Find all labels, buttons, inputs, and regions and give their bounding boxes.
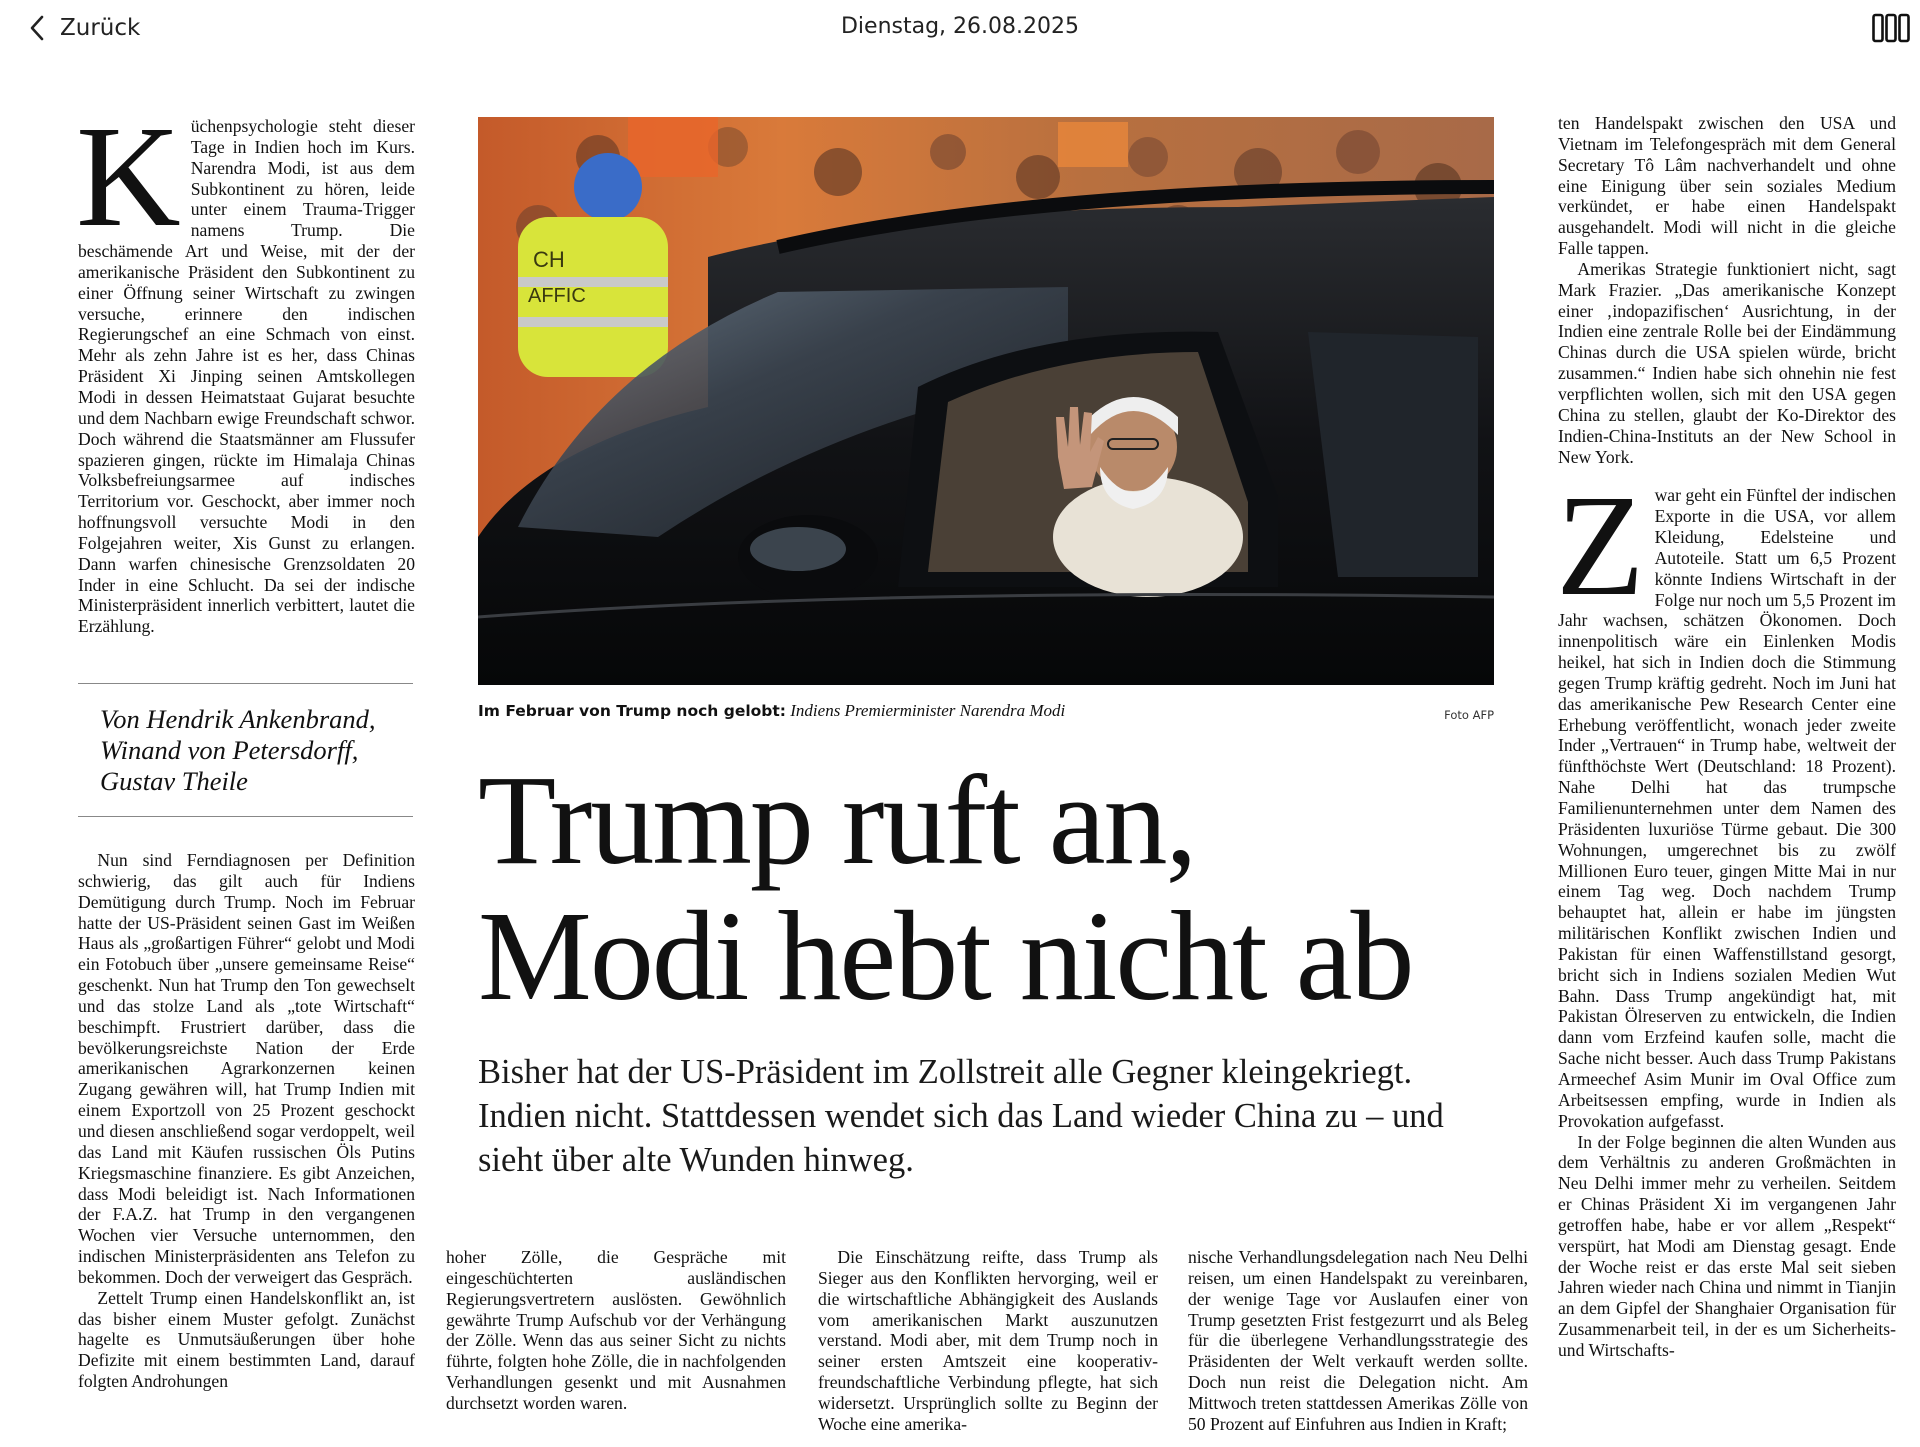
issue-date: Dienstag, 26.08.2025: [840, 14, 1079, 39]
article-column-2: [446, 1247, 786, 1414]
caption-main: [478, 700, 1065, 726]
byline-rule-bottom: [78, 816, 413, 817]
article-column-5: [1558, 113, 1896, 1361]
article-column-1-body: [78, 850, 415, 1392]
article-photo[interactable]: [478, 117, 1494, 685]
body-paragraph: ten Handelspakt zwischen den USA und Vietnam im Telefongespräch mit dem General Secretary Tô Lâm nachverhandelt und ohne eine Einigung über sein soziales Medium verkündet, er habe einen Handelspakt ausgehandelt. Modi will nicht in die gleiche Falle tappen.: [1558, 113, 1896, 259]
photo-caption: [478, 700, 1494, 726]
body-paragraph: nische Verhandlungsdelegation nach Neu Delhi reisen, um einen Handelspakt zu vereinbaren, der wenige Tage vor Auslaufen einer von Trump gesetzten Frist festgezurrt und als Beleg für die überlegene Verhandlungsstrategie des Präsidenten der Welt verkauft werden sollte. Doch nun reist die Delegation nicht. Am Mittwoch treten stattdessen Amerikas Zölle von 50 Prozent auf Einfuhren aus Indien in Kraft;: [1188, 1247, 1528, 1434]
article-column-4: [1188, 1247, 1528, 1435]
photo-credit: Foto AFP: [1444, 708, 1494, 722]
vest-text-1: CH: [533, 247, 565, 272]
top-bar: [0, 0, 1920, 56]
dropcap: K: [76, 97, 181, 257]
page-overview-icon[interactable]: [1872, 13, 1910, 43]
teaser: Bisher hat der US-Präsident im Zollstreit alle Gegner kleingekriegt. Indien nicht. Stattdessen wendet sich das Land wieder China zu – und sieht über alte Wunden hinweg.: [478, 1053, 1444, 1179]
headline: [478, 749, 1478, 1027]
body-paragraph: Amerikas Strategie funktioniert nicht, sagt Mark Frazier. „Das amerikanische Konzept einer ‚indopazifischen‘ Ausrichtung, in der Indien eine zentrale Rolle bei der Eindämmung Chinas durch die USA spielen würde, bricht zusammen.“ Indien habe sich ohnehin nie fest verpflichten wollen, sich mit den USA gegen China zu stellen, glaubt der Ko-Direktor des Indien-China-Instituts an der New School in New York.: [1558, 258, 1896, 467]
article-column-1-intro: [76, 97, 415, 637]
body-paragraph: hoher Zölle, die Gespräche mit eingeschüchterten ausländischen Regierungsvertretern auslösten. Gewöhnlich gewährte Trump Aufschub vor der Verhängung der Zölle. Wenn das aus seiner Sicht zu nichts führte, folgten hohe Zölle, die in nachfolgenden Verhandlungen gesenkt und mit Ausnahmen durchsetzt worden waren.: [446, 1247, 786, 1413]
headline-line-1: Trump ruft an,: [478, 749, 1196, 891]
section-text: war geht ein Fünftel der indischen Exporte in die USA, vor allem Kleidung, Edelsteine und Autoteile. Statt um 6,5 Prozent könnte Indiens Wirtschaft in der Folge nur noch um 5,5 Prozent im Jahr wachsen, schätzen Ökonomen. Doch innenpolitisch wäre ein Einlenken Modis heikel, hat sich in Indien doch die Stimmung gegen Trump kräftig gedreht. Noch im Juni hat das amerikanische Pew Research Center eine Erhebung veröffentlicht, wonach jeder zweite Inder „Vertrauen“ in Trump habe, weltweit der fünfthöchste Wert (Deutschland: 18 Prozent). Nahe Delhi hat das trumpsche Familienunternehmen unter dem Namen des Präsidenten luxuriöse Türme gebaut. Die 300 Wohnungen, umgerechnet bis zu zwölf Millionen Euro teuer, gingen Mitte Mai in nur einem Tag weg. Doch nachdem Trump behauptet hat, allein er habe im jüngsten militärischen Konflikt zwischen Indien und Pakistan für einen Waffenstillstand gesorgt, bricht sich in Indiens sozialen Medien Wut Bahn. Dass Trump angekündigt hat, mit Pakistan Ölreserven zu entwickeln, die Indien dann vom Erzfeind kaufen solle, macht die Sache nicht besser. Auch dass Trump Pakistans Armeechef Asim Munir im Oval Office zum Arbeitsessen empfing, wurde in Indien als Provokation aufgefasst.: [1558, 485, 1896, 1131]
body-paragraph: In der Folge beginnen die alten Wunden aus dem Verhältnis zu anderen Großmächten in Neu Delhi immer mehr zu verheilen. Seitdem er Chinas Präsident Xi im vergangenen Jahr getroffen habe, habe er vor allem „Respekt“ verspürt, hat Modi am Dienstag gesagt. Ende der Woche reist er das erste Mal seit sieben Jahren wieder nach China und nimmt in Tianjin an dem Gipfel der Shanghaier Organisation für Zusammenarbeit teil, in der es um Sicherheits- und Wirtschafts-: [1558, 1131, 1896, 1360]
byline: Von Hendrik Ankenbrand, Winand von Petersdorff, Gustav Theile: [100, 704, 376, 796]
body-paragraph: Nun sind Ferndiagnosen per Definition schwierig, das gilt auch für Indiens Demütigung durch Trump. Noch im Februar hatte der US-Präsident seinen Gast im Weißen Haus als „großartigen Führer“ gelobt und Modi ein Fotobuch über „unsere gemeinsame Reise“ geschenkt. Nun hat Trump den Ton gewechselt und das stolze Land als „tote Wirtschaft“ beschimpft. Frustriert darüber, dass die bevölkerungsreichste Nation der Erde amerikanischen Agrarkonzernen keinen Zugang gewähren will, hat Trump Indien mit einem Exportzoll von 25 Prozent geschockt und diesen anschließend sogar verdoppelt, weil das Land mit Käufen russischen Öls Putins Kriegsmaschine finanziere. Es gibt Anzeichen, dass Modi beleidigt ist. Nach Informationen der F.A.Z. hat Trump in den vergangenen Wochen vier Versuche unternommen, den indischen Ministerpräsidenten ans Telefon zu bekommen. Doch der verweigert das Gespräch.: [78, 850, 415, 1287]
caption-lead: Im Februar von Trump noch gelobt:: [478, 702, 787, 720]
body-paragraph: Zettelt Trump einen Handelskonflikt an, ist das bisher einem Muster gefolgt. Zunächst hagelte es Unmutsäußerungen über hohe Defizite mit einem bestimmten Land, darauf folgten Androhungen: [78, 1287, 415, 1392]
headline-line-2: Modi hebt nicht ab: [478, 885, 1413, 1027]
intro-text: üchenpsychologie steht dieser Tage in Indien hoch im Kurs. Narendra Modi, ist aus dem Subkontinent zu hören, leide unter einem Trauma-Trigger namens Trump. Die beschämende Art und Weise, mit der der amerikanische Präsident den Subkontinent zu einer Öffnung seiner Wirtschaft zu zwingen versuche, erinnere den indischen Regierungschef an eine Schmach von einst. Mehr als zehn Jahre ist es her, dass Chinas Präsident Xi Jinping seinen Amtskollegen Modi in dessen Heimatstaat Gujarat besuchte und dem Nachbarn ewige Freundschaft schwor. Doch während die Staatsmänner am Flussufer spazieren gingen, rückte im Himalaja Chinas Volksbefreiungsarmee auf indisches Territorium vor. Geschockt, aber immer noch hoffnungsvoll versuchte Modi in den Folgejahren weiter, Xis Gunst zu erlangen. Dann warfen chinesische Grenzsoldaten 20 Inder in eine Schlucht. Da sei der indische Ministerpräsident innerlich verbittert, lautet die Erzählung.: [78, 116, 415, 637]
article-column-3: [818, 1247, 1158, 1435]
dropcap: Z: [1556, 466, 1645, 627]
byline-rule-top: [78, 683, 413, 684]
section-paragraph: [1556, 466, 1896, 1131]
back-label: Zurück: [60, 15, 141, 41]
vest-text-2: AFFIC: [528, 285, 586, 307]
intro-paragraph: [76, 97, 415, 637]
caption-text: Indiens Premierminister Narendra Modi: [790, 701, 1066, 720]
body-paragraph: Die Einschätzung reifte, dass Trump als Sieger aus den Konflikten hervorging, weil er die wirtschaftliche Abhängigkeit des Auslands vom amerikanischen Markt auszunutzen verstand. Modi aber, mit dem Trump noch in seiner ersten Amtszeit eine kooperativ-freundschaftliche Verbindung pflegte, hat sich widersetzt. Ursprünglich sollte zu Beginn der Woche eine amerika-: [818, 1247, 1158, 1434]
